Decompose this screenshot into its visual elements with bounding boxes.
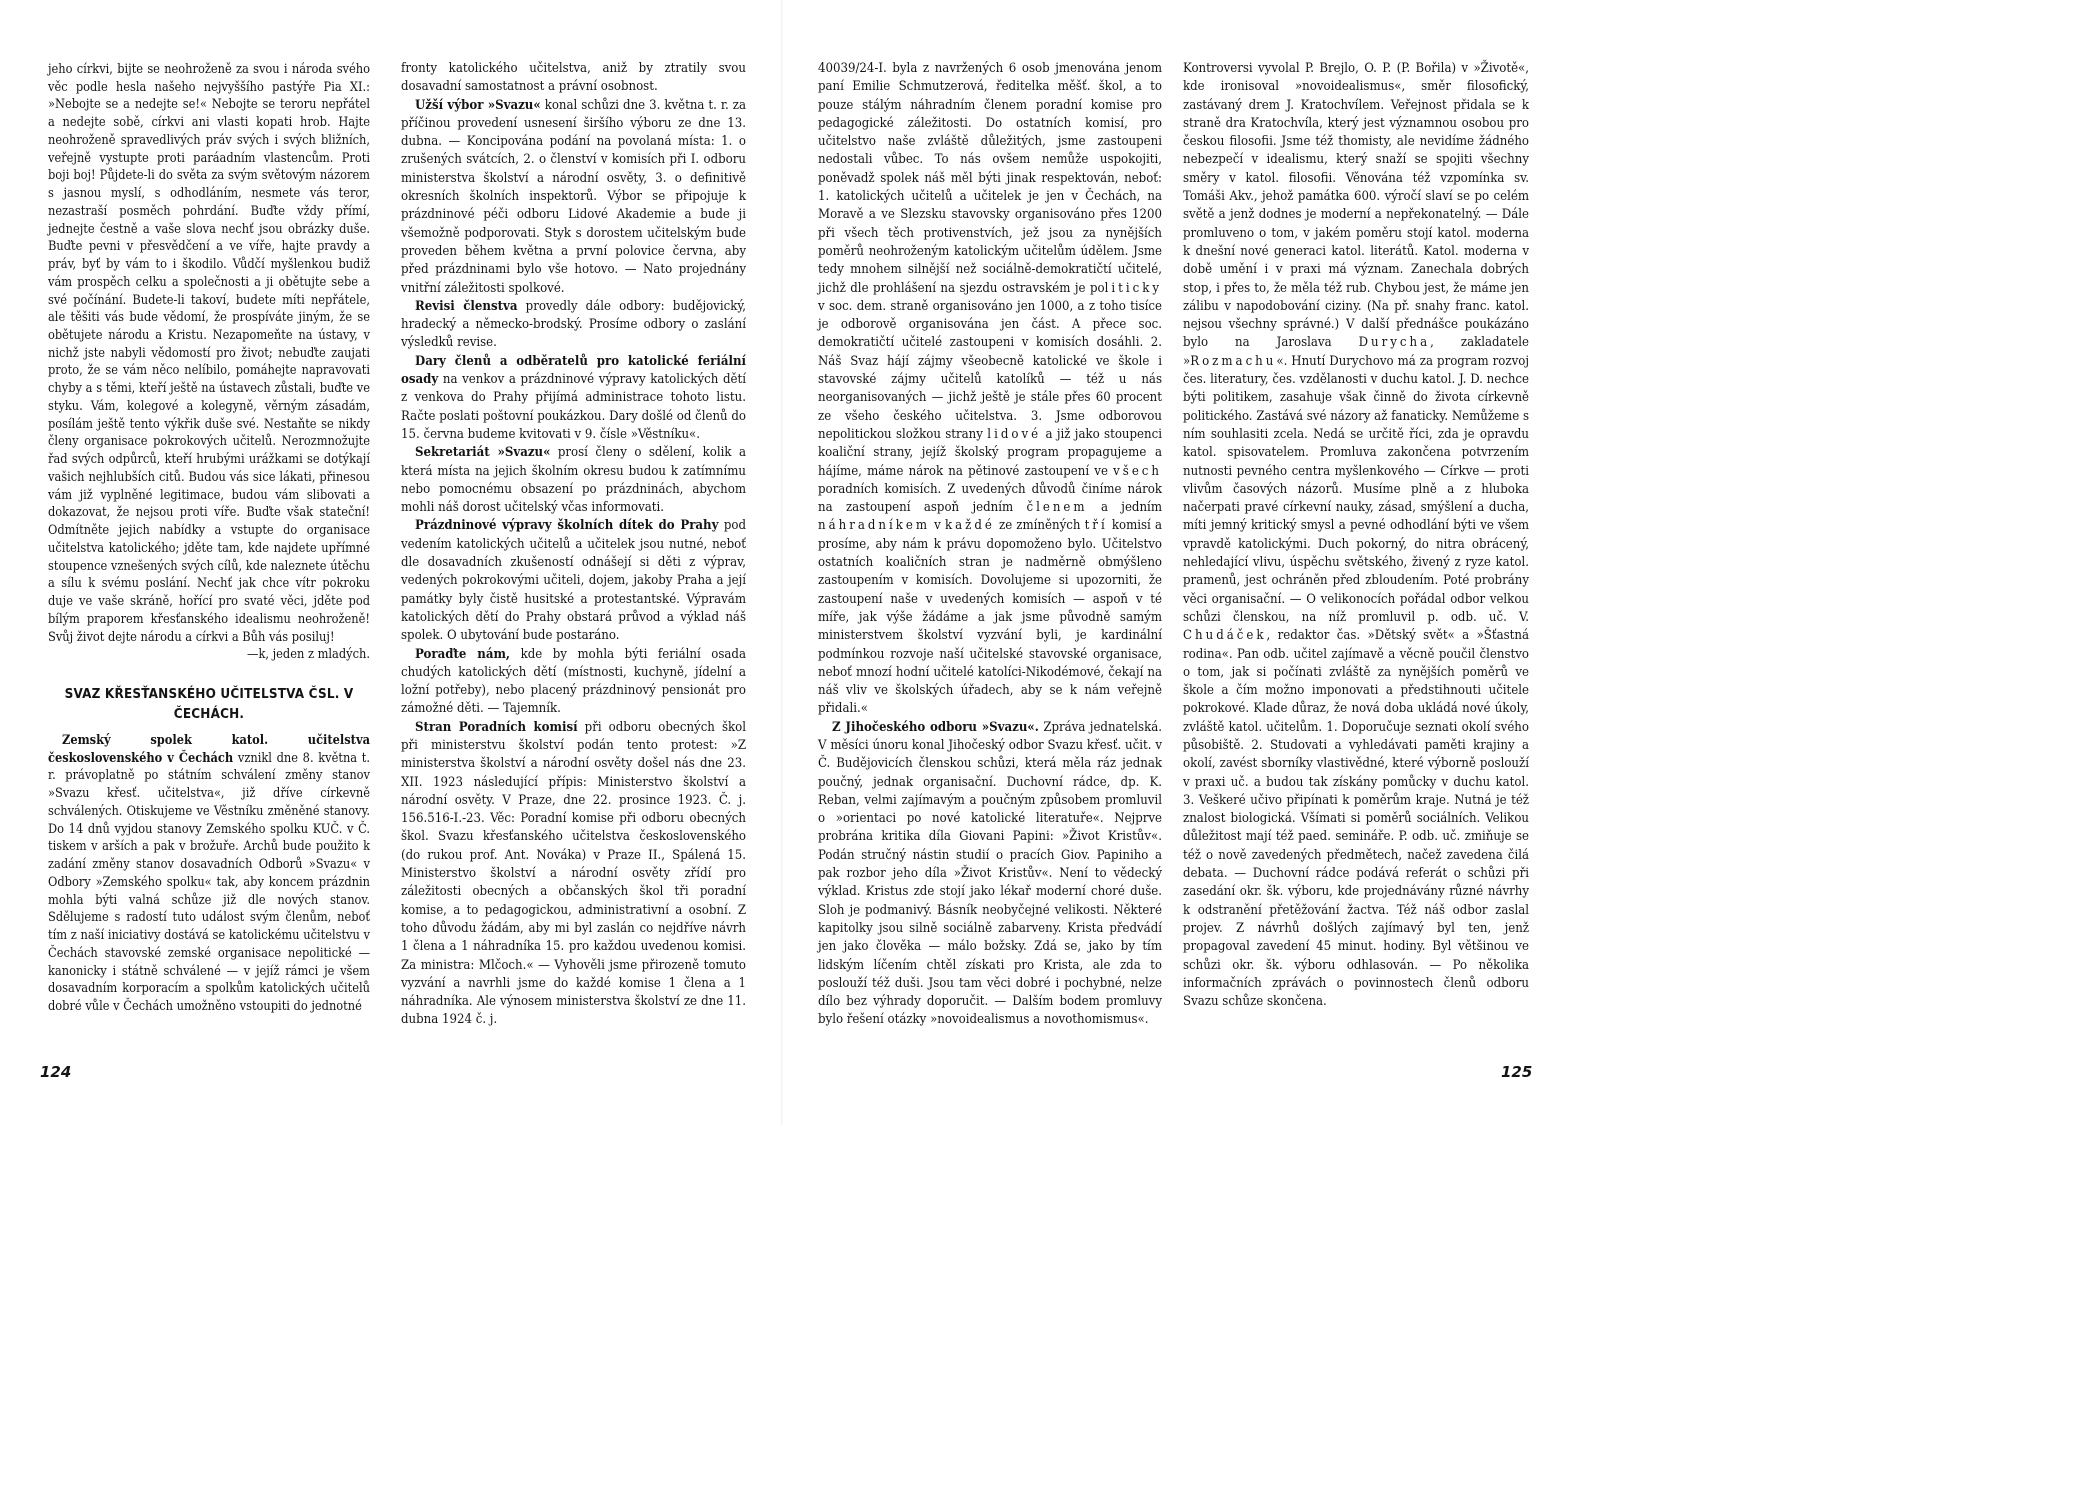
paragraph-text: pod vedením katolických učitelů a učitelek jsou nutné, neboť dle dosavadních zkušeností odnášejí si děti z výprav, vedených pokrokovými učiteli, dojem, jakoby Praha a její památky byly čistě husitské a protestantské. Výpravám katolických dětí do Prahy obstará průvod a výklad náš spolek. O ubytování bude postaráno. [401,518,746,644]
paragraph: fronty katolického učitelstva, aniž by ztratily svou dosavadní samostatnost a právní osobnost. [401,61,746,95]
spaced-word: náhradníkem [818,518,931,534]
paragraph-text: kde by mohla býti feriální osada chudých katolických dětí (místnosti, kuchyně, jídelní a ložní potřeby), nebo placený prázdninový pensionát pro zámožné děti. — Tajemník. [401,646,746,717]
spaced-word: tří [1084,518,1108,534]
left-page-column-2 [401,60,746,1030]
spaced-word: každé [944,518,995,534]
paragraph [401,353,746,444]
paragraph-text: a jedním [1100,500,1162,516]
paragraph [48,731,370,1015]
right-page [783,0,1566,1125]
paragraph-text: v [934,518,941,534]
page-number: 124 [40,1063,72,1081]
paragraph-text: v soc. dem. straně organisováno jen 1000, a z toho tisíce je odborově organisována jen část. A přece soc. demokratičtí učitelé zastoupeni v komisích dosáhli. 2. Náš Svaz hájí zájmy všeobecně katolické ve škole i stavovské zájmy učitelů katolíků — též u nás neorganisovaných — jichž ještě je stále přes 60 procent ze všeho českého učitelstva. 3. Jsme odborovou nepolitickou složkou strany [818,298,1162,442]
paragraph [401,298,746,353]
right-page-column-2 [1183,60,1529,1011]
spaced-word: Durycha [1358,335,1431,351]
paragraph-text: «. Hnutí Durychovo má za program rozvoj čes. literatury, čes. vzdělanosti v duchu katol. J. D. nechce býti politikem, zasahuje však činně do života církevně politického. Zastává své názory až fanaticky. Nemůžeme s ním souhlasiti zcela. Nedá se určitě říci, zda je opravdu katol. spisovatelem. Promluva zakončena potvrzením nutnosti pevného centra myšlenkového — Církve — proti vlivům časových názorů. Musíme plně a z hluboka načerpati pravé církevní nauky, zásad, smýšlení a ducha, míti jemný kritický smysl a pevné odhodlání býti ve všem vpravdě katolickými. Duch pokorný, do nitra obrácený, nehledající vlivu, úspěchu světského, živený z ryze katol. pramenů, jest ochráněn před zbloudením. Poté probrány věci organisační. — O velikonocích pořádal odbor velkou schůzi členskou, na níž promluvil p. odb. uč. V. [1183,353,1529,625]
paragraph [818,719,1162,1030]
paragraph-lead: Z Jihočeského odboru »Svazu«. [832,719,1039,735]
page-number: 125 [1501,1063,1533,1081]
left-page-column-1 [48,60,370,1015]
paragraph-text: a již jako stoupenci koaliční strany, jejíž školský program propagujeme a hájíme, máme nárok na pětinové zastoupení ve [818,426,1162,479]
right-page-column-1 [818,60,1162,1030]
paragraph-text: vznikl dne 8. května t. r. právoplatně po státním schválení změny stanov »Svazu křesť. učitelstva«, již dříve církevně schválených. Otiskujeme ve Věstníku změněné stanovy. Do 14 dnů vyjdou stanovy Zemského spolku KUČ. v Č. tiskem v arších a pak v brožuře. Archů bude použito k zadání změny stanov dosavadních Odborů »Svazu« v Odbory »Zemského spolku« tak, aby koncem prázdnin mohla býti valná schůze již dle nových stanov. Sdělujeme s radostí tuto událost svým členům, neboť tím z naší iniciativy dostává se katolickému učitelstvu v Čechách stavovské zemské organisace nepolitické — kanonicky i státně schválené — v jejíž rámci je všem dosavadním korporacím a spolkům katolických učitelů dobré vůle v Čechách umožněno vstoupiti do jednotné [48,749,370,1013]
paragraph-text: poradních komisích. Z uvedených důvodů činíme nárok na zastoupení aspoň jedním [818,481,1162,516]
spaced-word: Rozmachu [1190,353,1277,369]
spaced-word: Chudáček [1183,628,1267,644]
spaced-word: lidové [987,426,1042,442]
paragraph [401,646,746,719]
paragraph-lead: Poraďte nám, [415,646,511,662]
left-page [0,0,783,1125]
paragraph [401,444,746,517]
paragraph-lead: Zemský spolek katol. učitelstva československého v Čechách [48,731,370,765]
paragraph: jeho církvi, bijte se neohroženě za svou i národa svého věc podle hesla našeho nejvyššího pastýře Pia XI.: »Nebojte se a nedejte se!« Nebojte se teroru nepřátel a nedejte sobě, církvi ani vlasti kopati hrob. Hajte neohroženě spravedlivých práv svých i svých bližních, veřejně vystupte proti paráadním vlastencům. Proti boji boj! Půjdete-li do světa za svým světovým názorem s jasnou myslí, s odhodláním, nesmete vás teror, nezastraší posměch pohrdání. Buďte vždy přímí, jednejte čestně a vaše slova nechť jsou obrázky duše. Buďte pevni v přesvědčení a ve víře, hajte pravdy a práv, byť by vám to i škodilo. Vůdčí myšlenkou budiž vám prospěch celku a společnosti a ji obětujte sebe a své počínání. Budete-li takoví, budete míti nepřátele, ale těšiti vás bude vědomí, že prospíváte jiným, že se obětujete národu a Kristu. Nezapomeňte na ústavy, v nichž jste nabyli vědomostí pro život; nebuďte zaujati proto, že se vám něco nelíbilo, pomáhejte napravovati chyby a s těmi, kteří ještě na ústavech zůstali, buďte ve styku. Vám, kolegové a kolegyně, věrným zásadám, posílám ještě tento výkřik duše své. Nestaňte se nikdy členy organisace pokrokových učitelů. Nerozmnožujte řad svých odpůrců, kteří hrubými urážkami se dotýkají vašich nejhlubších citů. Budou vás sice lákati, přinesou vám již vyplněné legitimace, budou vám slibovati a dokazovat, že nejsou proti víře. Buďte však stateční! Odmítněte jejich nabídky a vstupte do organisace učitelstva katolického; jděte tam, kde najdete upřímné stoupence vznešených svých cílů, kde naleznete útěchu a sílu k svému poslání. Nechť jak chce vítr pokroku duje ve vaše skráně, hořící pro svaté věci, jděte pod bílým praporem křesťanského idealismu neohroženě! Svůj život dejte národu a církvi a Bůh vás posiluj! [48,61,370,644]
paragraph-text: Kontroversi vyvolal P. Brejlo, O. P. (P. Bořila) v »Životě«, kde ironisoval »novoidealismus«, směr filosofický, zastávaný drem J. Kratochvílem. Veřejnost přidala se k straně dra Kratochvíla, který jest významnou osobou pro českou filosofii. Jsme též thomisty, ale nevidíme žádného nebezpečí v idealismu, který snaží se spojiti všechny směry v katol. filosofii. Věnována též vzpomínka sv. Tomáši Akv., jehož památka 600. výročí slaví se po celém světě a jenž dodnes je moderní a nepřekonatelný. — Dále promluveno o tom, v jakém poměru stojí katol. moderna k dnešní nové generaci katol. literátů. Katol. moderna v době umění i v praxi má význam. Zanechala dobrých stop, i přes to, že měla též rub. Chybou jest, že máme jen zálibu v napodobování ciziny. (Na př. snahy franc. katol. nejsou všechny správné.) V další přednášce poukázáno bylo na Jaroslava [1183,61,1529,351]
paragraph-lead: Dary členů a odběratelů pro katolické feriální osady [401,353,746,388]
paragraph [401,97,746,298]
paragraph-lead: Prázdninové výpravy školních dítek do Prahy [415,518,719,534]
paragraph-text: ze zmíněných [998,518,1081,534]
spaced-word: členem [1026,500,1088,516]
paragraph [401,517,746,645]
paragraph [818,60,1162,719]
paragraph-text: 40039/24-I. byla z navržených 6 osob jmenována jenom paní Emilie Schmutzerová, ředitelka měšť. škol, a to pouze stálým náhradním členem poradní komise pro pedagogické záležitosti. Do ostatních komisí, pro učitelstvo naše zvláště důležitých, jsme zastoupeni nedostali vůbec. To nás ovšem nemůže uspokojiti, poněvadž spolek náš měl býti jinak respektován, neboť: 1. katolických učitelů a učitelek je jen v Čechách, na Moravě a ve Slezsku stavovsky organisováno přes 1200 při všech těch protivenstvích, jež jsou za nynějších poměrů neohroženým katolickým učitelům údělem. Jsme tedy mnohem silnější než sociálně-demokratičtí učitelé, jichž dle prohlášení na sjezdu ostravském je po [818,61,1162,296]
spaced-word: všech [1113,463,1162,479]
paragraph-text: , zakladatele » [1183,335,1530,369]
paragraph-text: provedly dále odbory: budějovický, hradecký a německo-brodský. Prosíme odbory o zaslání výsledků revise. [401,298,746,351]
paragraph-lead: Revisi členstva [415,298,518,314]
signature: —k, jeden z mladých. [247,646,370,662]
paragraph-text: komisí a prosíme, aby nám k právu dopomoženo bylo. Učitelstvo ostatních koaličních stran je nadměrně obmýšleno zastoupením v komisích. Dovolujeme si upozorniti, že zastoupení naše v uvedených komisích — aspoň v té míře, jak výše žádáme a jak jsme původně samým ministerstvem školství vyzvání byli, je kardinální podmínkou rozvoje naší učitelské stavovské organisace, neboť mnozí hodní učitelé katolíci-Nikodémové, čekají na náš vliv ve školských úřadech, aby se k nám veřejně přidali.« [818,518,1162,717]
paragraph-text: konal schůzi dne 3. května t. r. za příčinou provedení usnesení širšího výboru ze dne 13. dubna. — Koncipována podání na povolaná místa: 1. o zrušených svátcích, 2. o členství v komisích při I. odboru ministerstva školství a národní osvěty, 3. o definitivě okresních školních inspektorů. Výbor se připojuje k prázdninové péči odboru Lidové Akademie a bude ji všemožně podporovati. Styk s dorostem učitelským bude proveden během května a první polovice června, aby před prázdninami bylo vše hotovo. — Nato projednány vnitřní záležitosti spolkové. [401,97,746,296]
paragraph-lead: Užší výbor »Svazu« [415,97,541,113]
paragraph-text: Zpráva jednatelská. V měsíci únoru konal Jihočeský odbor Svazu křesť. učit. v Č. Budějovicích členskou schůzi, která měla ráz jednak poučný, jednak organisační. Duchovní rádce, dp. K. Reban, velmi zajímavým a poučným způsobem promluvil o »orientaci po nové katolické literatuře«. Nejprve probrána kritika díla Giovani Papini: »Život Kristův«. Podán stručný nástin studií o pracích Giov. Papiniho a pak rozbor jeho díla »Život Kristův«. Není to vědecký výklad. Kristus zde stojí jako lékař moderní choré duše. Sloh je podmanivý. Básník neobyčejné velikosti. Některé kapitolky jsou silně sociálně zabarveny. Krista předvádí jen jako člověka — málo božsky. Zdá se, jako by tím lidským líčením chtěl získati pro Krista, ale zda to poslouží též duši. Jsou tam věci dobré i pochybné, nelze dílo bez výhrady doporučit. — Dalším bodem promluvy bylo řešení otázky »novoidealismus a novothomismus«. [818,719,1162,1028]
paragraph-text: při odboru obecných škol při ministerstvu školství podán tento protest: »Z ministerstva školství a národní osvěty došel nás dne 23. XII. 1923 následující přípis: Ministerstvo školství a národní osvěty. V Praze, dne 22. prosince 1923. Č. j. 156.516-I.-23. Věc: Poradní komise při odboru obecných škol. Svazu křesťanského učitelstva československého (do rukou prof. Ant. Nováka) v Praze II., Spálená 15. Ministerstvo školství a národní osvěty zřídí pro záležitosti obecných a občanských škol tři poradní komise, a to pedagogickou, administrativní a osobní. Z toho důvodu žádám, aby mi byl zaslán co nejdříve návrh 1 člena a 1 náhradníka 15. pro každou uvedenou komisi. Za ministra: Mlčoch.« — Vyhověli jsme přirozeně tomuto vyzvání a navrhli jsme do každé komise 1 člena a 1 náhradníka. Ale výnosem ministerstva školství ze dne 11. dubna 1924 č. j. [401,719,746,1028]
paragraph [401,719,746,1030]
paragraph-text: prosí členy o sdělení, kolik a která místa na jejich školním okresu budou k zatímnímu nebo pomocnému obsazení po prázdninách, abychom mohli náš dorost učitelský včas informovati. [401,445,746,516]
paragraph-lead: Stran Poradních komisí [415,719,578,735]
paragraph [1183,60,1529,1011]
paragraph-text: , redaktor čas. »Dětský svět« a »Šťastná rodina«. Pan odb. učitel zajímavě a věcně poučil členstvo o tom, jak si počínati zvláště za nynějších poměrů ve škole a čím možno imponovati a předstihnouti učitele pokrokové. Klade důraz, že nová doba ukládá nové úkoly, zvláště katol. učitelům. 1. Doporučuje seznati okolí svého působiště. 2. Studovati a vyhledávati paměti krajiny a okolí, zavést sborníky vlastivědné, které výborně poslouží v praxi uč. a budou tak získány pomůcky v duchu katol. 3. Veškeré učivo připínati k poměrům kraje. Nutná je též znalost biologická. Všímati si poměrů sociálních. Velikou důležitost mají též paed. semináře. P. odb. uč. zmiňuje se též o nově zavedených předmětech, načež zavedena čilá debata. — Duchovní rádce podává referát o schůzi při zasedání okr. šk. výboru, kde projednávány různé návrhy k odstranění přetěžování žactva. Též náš odbor zaslal projev. Z návrhů došlých zajímavý byl ten, jenž propagoval zavedení 45 minut. hodiny. Byl většinou ve schůzi okr. šk. výboru odhlasován. — Po několika informačních zprávách o povinnostech členů odboru Svazu schůze skončena. [1183,628,1529,1010]
paragraph-text: na venkov a prázdninové výpravy katolických dětí z venkova do Prahy přijímá administrace tohoto listu. Račte poslati poštovní poukázkou. Dary došlé od členů do 15. června budeme kvitovati v 9. čísle »Věstníku«. [401,372,746,442]
spaced-word: liticky [1104,280,1162,296]
paragraph-lead: Sekretariát »Svazu« [415,445,551,461]
section-heading: SVAZ KŘESŤANSKÉHO UČITELSTVA ČSL. V ČECHÁCH. [64,686,354,722]
